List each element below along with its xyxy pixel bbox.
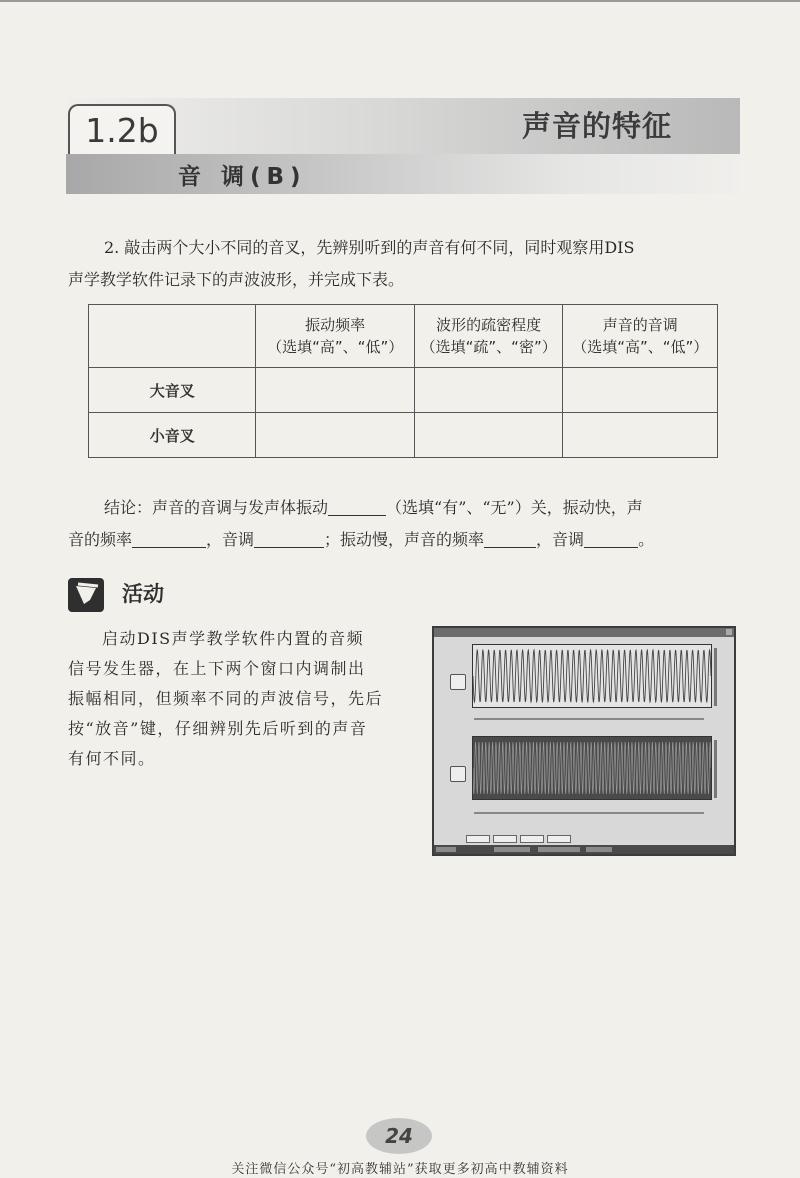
waveform-window-bottom: [472, 736, 712, 800]
activity-line: 振幅相同，但频率不同的声波信号，先后: [68, 689, 384, 708]
screenshot-buttons: [466, 828, 586, 836]
table-header-pitch: [563, 305, 718, 368]
answer-cell[interactable]: [414, 413, 563, 458]
table-header-row: [89, 305, 718, 368]
table-row: [89, 413, 718, 458]
fill-blank[interactable]: [484, 529, 536, 548]
table-header-density: [414, 305, 563, 368]
control-bar: [474, 718, 704, 720]
table-header-frequency: [256, 305, 414, 368]
activity-line: 信号发生器，在上下两个窗口内调制出: [68, 659, 366, 678]
question-line-2: 声学教学软件记录下的声波波形，并完成下表。: [68, 270, 405, 289]
conclusion-paragraph: [68, 492, 742, 556]
conclusion-text: （选填“有”、“无”）关，振动快，声: [386, 498, 643, 517]
answer-cell[interactable]: [563, 368, 718, 413]
conclusion-text: ；振动慢，声音的频率: [324, 530, 485, 549]
volume-slider: [714, 648, 717, 706]
row-label-small-fork: 小音叉: [89, 413, 256, 458]
conclusion-line-1: [68, 492, 742, 524]
activity-icon: [68, 578, 104, 612]
conclusion-text: ，音调: [206, 530, 255, 549]
answer-cell[interactable]: [256, 368, 414, 413]
footer-note: 关注微信公众号“初高教辅站”获取更多初高中教辅资料: [231, 1162, 569, 1177]
screenshot-titlebar: [434, 628, 734, 637]
fill-blank[interactable]: [254, 529, 324, 548]
control-bar: [474, 812, 704, 814]
header-hint: （选填“高”、“低”）: [267, 338, 404, 356]
header-hint: （选填“高”、“低”）: [572, 338, 709, 356]
row-label-large-fork: 大音叉: [89, 368, 256, 413]
question-paragraph: [68, 232, 742, 296]
header-title: 波形的疏密程度: [436, 316, 542, 334]
fill-blank[interactable]: [584, 529, 638, 548]
conclusion-text: ，音调: [536, 530, 585, 549]
section-subtitle: 音 调(B): [178, 164, 307, 190]
fill-blank[interactable]: [132, 529, 206, 548]
answer-table: [88, 304, 718, 458]
chapter-title: 声音的特征: [521, 109, 672, 143]
pause-button-icon: [450, 766, 466, 782]
conclusion-line-2: [68, 524, 742, 556]
header-title: 振动频率: [305, 316, 366, 334]
software-screenshot: [432, 626, 736, 856]
answer-cell[interactable]: [414, 368, 563, 413]
activity-title: 活动: [122, 582, 164, 606]
volume-slider: [714, 740, 717, 798]
activity-line: 按“放音”键，仔细辨别先后听到的声音: [68, 719, 368, 738]
close-icon: [726, 629, 732, 635]
answer-cell[interactable]: [563, 413, 718, 458]
table-row: [89, 368, 718, 413]
conclusion-text: 音的频率: [68, 530, 133, 549]
header-title: 声音的音调: [602, 316, 678, 334]
subheader-band: [66, 154, 740, 194]
activity-line: 启动DIS声学教学软件内置的音频: [102, 629, 365, 648]
conclusion-text: 结论：声音的音调与发声体振动: [104, 498, 329, 517]
top-rule: [0, 0, 800, 2]
section-number: 1.2b: [68, 104, 176, 154]
question-line-1: 2. 敲击两个大小不同的音叉，先辨别听到的声音有何不同，同时观察用DIS: [104, 238, 635, 257]
header-hint: （选填“疏”、“密”）: [420, 338, 557, 356]
fill-blank[interactable]: [328, 497, 386, 516]
conclusion-text: 。: [638, 530, 655, 549]
activity-paragraph: [68, 624, 416, 774]
page-number: 24: [366, 1118, 432, 1154]
table-corner-cell: [89, 305, 256, 368]
answer-cell[interactable]: [256, 413, 414, 458]
activity-line: 有何不同。: [68, 749, 156, 768]
play-button-icon: [450, 674, 466, 690]
waveform-window-top: [472, 644, 712, 708]
screenshot-taskbar: [434, 845, 734, 854]
